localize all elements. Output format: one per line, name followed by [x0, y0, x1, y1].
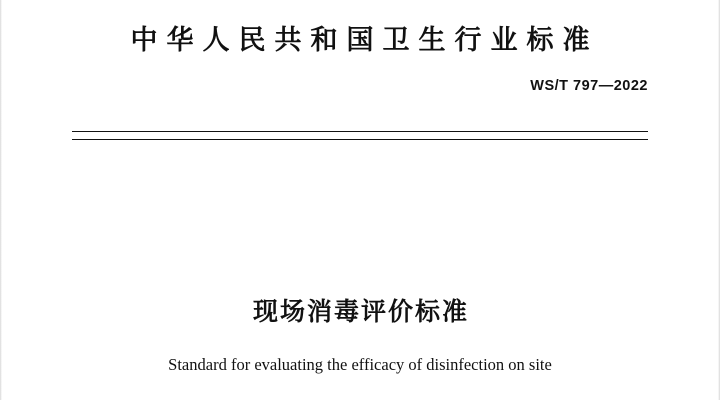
header-divider-line-bottom — [72, 139, 648, 140]
page-edge-shadow-left — [0, 0, 2, 400]
document-header-title: 中华人民共和国卫生行业标准 — [130, 25, 599, 55]
standard-number: WS/T 797—2022 — [530, 78, 648, 94]
document-main-title: 现场消毒评价标准 — [252, 298, 469, 326]
header-divider-line-top — [72, 131, 648, 132]
document-sub-title: Standard for evaluating the efficacy of disinfection on site — [168, 355, 552, 374]
